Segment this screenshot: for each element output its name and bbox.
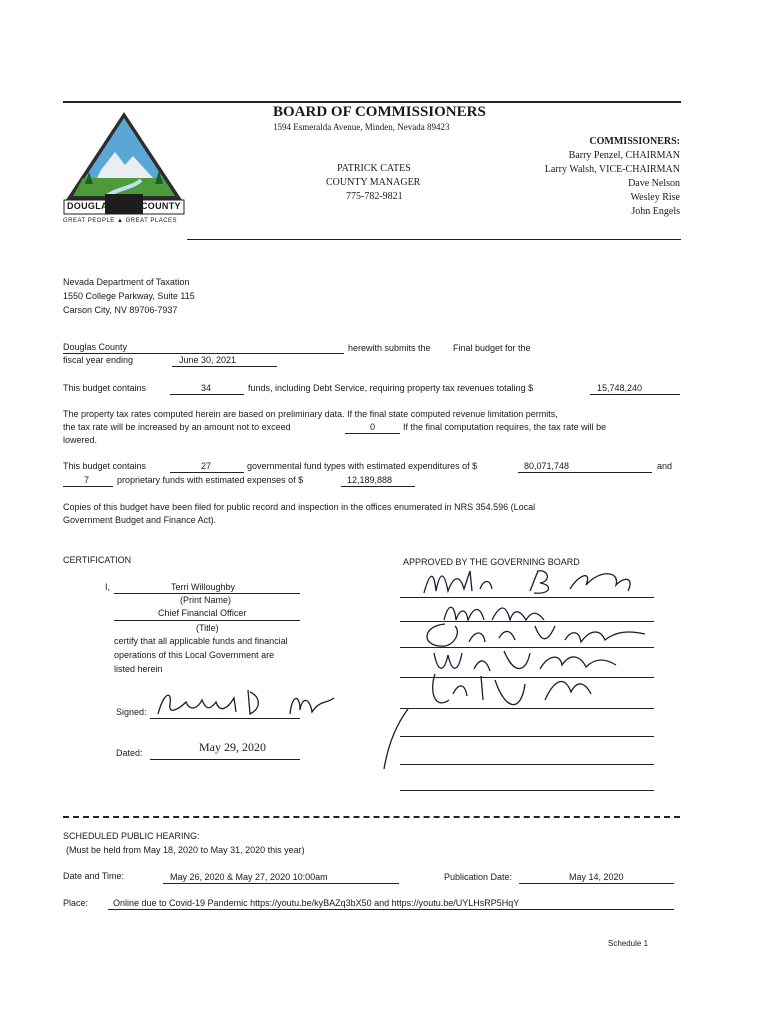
commissioners-list [545, 135, 680, 219]
proprietary-count-underline [63, 486, 113, 487]
commissioners-heading: COMMISSIONERS: [589, 136, 680, 147]
hearing-date-label: Date and Time: [63, 871, 125, 881]
cert-dated-underline [150, 759, 300, 760]
fiscal-year-value: June 30, 2021 [179, 355, 237, 365]
tax-revenue-total: 15,748,240 [597, 383, 643, 393]
cert-i-label: I, [105, 582, 111, 592]
board-title: BOARD OF COMMISSIONERS [273, 104, 486, 120]
logo-tagline: GREAT PEOPLE ▲ GREAT PLACES [63, 218, 178, 224]
approval-heading: APPROVED BY THE GOVERNING BOARD [403, 557, 580, 567]
proprietary-expenses-underline [341, 486, 415, 487]
gov-count-underline [170, 472, 244, 473]
cert-date: May 29, 2020 [199, 740, 266, 754]
funds-count: 34 [201, 383, 212, 393]
fiscal-year-underline [172, 366, 277, 367]
cert-print-name-label: (Print Name) [180, 595, 232, 605]
submits-text: herewith submits the [348, 343, 431, 353]
tax-rate-line-2-prefix: the tax rate will be increased by an amount not to exceed [63, 422, 291, 432]
board-signature-line-7 [400, 764, 654, 765]
tax-rate-amount-underline [345, 433, 400, 434]
board-signature-line-8 [400, 790, 654, 791]
publication-date-value: May 14, 2020 [569, 872, 624, 882]
proprietary-count: 7 [84, 475, 90, 485]
tax-rate-line-2-suffix: If the final computation requires, the tax rate will be [403, 422, 607, 432]
tax-rate-amount: 0 [370, 422, 376, 432]
hearing-heading: SCHEDULED PUBLIC HEARING: [63, 831, 200, 841]
entity-underline [63, 353, 344, 354]
recipient-line-3: Carson City, NV 89706-7937 [63, 305, 178, 315]
logo-right-word: COUNTY [141, 201, 181, 211]
manager-name: PATRICK CATES [337, 163, 411, 174]
cert-name-underline [114, 593, 300, 594]
commissioner-5: John Engels [631, 206, 680, 217]
header-bottom-rule [187, 239, 681, 240]
manager-phone: 775-782-9821 [346, 191, 403, 202]
board-signature-1 [420, 565, 640, 599]
cert-certify-2: operations of this Local Government are [114, 650, 275, 660]
county-logo-graphic [63, 110, 185, 230]
copies-line-1: Copies of this budget have been filed for public record and inspection in the offices enumerated in NRS 354.596 (Local [63, 502, 536, 512]
funds-count-underline [170, 394, 244, 395]
funds-middle: funds, including Debt Service, requiring property tax revenues totaling $ [248, 383, 534, 393]
commissioner-4: Wesley Rise [630, 192, 680, 203]
tax-revenue-underline [590, 394, 680, 395]
gov-middle: governmental fund types with estimated expenditures of $ [247, 461, 478, 471]
recipient-line-2: 1550 College Parkway, Suite 115 [63, 291, 195, 301]
gov-count: 27 [201, 461, 212, 471]
recipient-address [63, 275, 195, 317]
copies-line-2: Government Budget and Finance Act). [63, 515, 217, 525]
proprietary-text: proprietary funds with estimated expenses of $ [117, 475, 304, 485]
certification-heading: CERTIFICATION [63, 555, 132, 565]
gov-and: and [657, 461, 673, 471]
cert-title-label: (Title) [196, 623, 219, 633]
cert-title-underline [114, 620, 300, 621]
tax-rate-line-1: The property tax rates computed herein are based on preliminary data. If the final state computed revenue limitation permits, [63, 409, 558, 419]
tax-rate-line-3: lowered. [63, 435, 98, 445]
hearing-place-value: Online due to Covid-19 Pandemic https://youtu.be/kyBAZq3bX50 and https://youtu.be/UYLHsRP5HqY [113, 898, 520, 908]
cert-name: Terri Willoughby [171, 582, 236, 592]
dashed-separator [63, 816, 680, 818]
hearing-place-underline [108, 909, 674, 910]
cert-title: Chief Financial Officer [158, 608, 247, 618]
publication-date-label: Publication Date: [444, 872, 513, 882]
funds-prefix: This budget contains [63, 383, 147, 393]
proprietary-expenses: 12,189,888 [347, 475, 393, 485]
header-top-rule [63, 101, 681, 103]
board-signature-line-6 [400, 736, 654, 737]
gov-prefix: This budget contains [63, 461, 147, 471]
board-signature-line-5 [400, 708, 654, 709]
schedule-label: Schedule 1 [608, 939, 649, 948]
logo-left-word: DOUGLAS [67, 201, 115, 211]
entity-name: Douglas County [63, 342, 128, 352]
cert-signed-label: Signed: [116, 707, 147, 717]
gov-expenditures: 80,071,748 [524, 461, 570, 471]
hearing-place-label: Place: [63, 898, 89, 908]
publication-date-underline [519, 883, 674, 884]
commissioner-2: Larry Walsh, VICE-CHAIRMAN [544, 164, 680, 175]
fiscal-year-label: fiscal year ending [63, 355, 134, 365]
cert-signed-underline [150, 718, 300, 719]
manager-title: COUNTY MANAGER [326, 177, 421, 188]
county-logo [63, 110, 185, 230]
cert-certify-3: listed herein [114, 664, 163, 674]
board-address: 1594 Esmeralda Avenue, Minden, Nevada 89423 [273, 122, 450, 132]
gov-expenditures-underline [518, 472, 652, 473]
board-signature-5 [425, 670, 615, 720]
cert-dated-label: Dated: [116, 748, 143, 758]
hearing-date-value: May 26, 2020 & May 27, 2020 10:00am [170, 872, 328, 882]
recipient-line-1: Nevada Department of Taxation [63, 277, 190, 287]
commissioner-3: Dave Nelson [628, 178, 680, 189]
commissioner-1: Barry Penzel, CHAIRMAN [568, 150, 680, 161]
cert-certify-1: certify that all applicable funds and financial [114, 636, 288, 646]
hearing-note: (Must be held from May 18, 2020 to May 31, 2020 this year) [66, 845, 305, 855]
budget-type: Final budget for the [453, 343, 531, 353]
hearing-date-underline [163, 883, 399, 884]
